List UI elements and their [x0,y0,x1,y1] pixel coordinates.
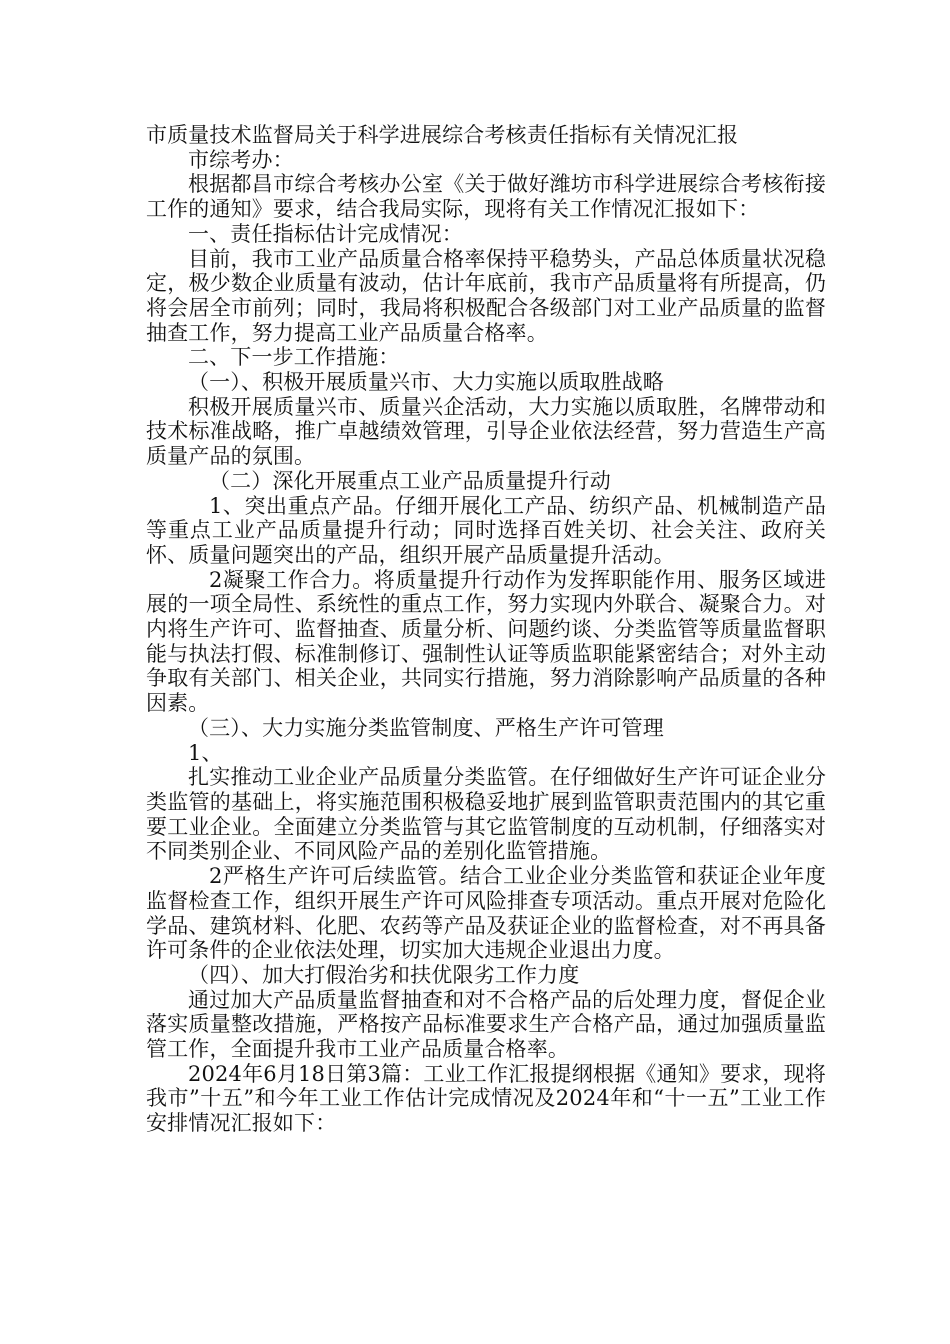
subsection-heading-3: （三）、大力实施分类监管制度、严格生产许可管理 [188,715,664,740]
paragraph-joint-effort: 2凝聚工作合力。将质量提升行动作为发挥职能作用、服务区域进展的一项全局性、系统性的重点工作，努力实现内外联合、凝聚合力。对内将生产许可、监督抽查、质量分析、问题约谈、分类监管等质量监督职能与执法打假、标准制修订、强制性认证等质监职能紧密结合；对外主动争取有关部门、相关企业，共同实行措施，努力消除影响产品质量的各种因素。 [146,567,826,716]
paragraph-license-supervision: 2严格生产许可后续监管。结合工业企业分类监管和获证企业年度监督检查工作，组织开展生产许可风险排查专项活动。重点开展对危险化学品、建筑材料、化肥、农药等产品及获证企业的监督检查，对不再具备许可条件的企业依法处理，切实加大违规企业退出力度。 [146,864,826,963]
subsection-heading-1: （一）、积极开展质量兴市、大力实施以质取胜战略 [188,370,664,395]
paragraph-quality-strategy: 积极开展质量兴市、质量兴企活动，大力实施以质取胜，名牌带动和技术标准战略，推广卓越绩效管理，引导企业依法经营，努力营造生产高质量产品的氛围。 [146,394,826,469]
document-page [146,123,826,1136]
list-number-1: 1、 [188,740,223,765]
paragraph-classified-supervision: 扎实推动工业企业产品质量分类监管。在仔细做好生产许可证企业分类监管的基础上，将实施范围积极稳妥地扩展到监管职责范围内的其它重要工业企业。全面建立分类监管与其它监管制度的互动机制，仔细落实对不同类别企业、不同风险产品的差别化监管措施。 [146,765,826,864]
section-heading-1: 一、责任指标估计完成情况： [188,221,463,246]
subsection-heading-2: （二）深化开展重点工业产品质量提升行动 [209,468,611,493]
section-heading-2: 二、下一步工作措施： [188,345,400,370]
paragraph-next-article: 2024年6月18日第3篇：工业工作汇报提纲根据《通知》要求，现将我市”十五”和今年工业工作估计完成情况及2024年和“十一五”工业工作安排情况汇报如下： [146,1061,826,1136]
document-body [146,148,826,1136]
paragraph-status: 目前，我市工业产品质量合格率保持平稳势头，产品总体质量状况稳定，极少数企业质量有波动，估计年底前，我市产品质量将有所提高，仍将会居全市前列；同时，我局将积极配合各级部门对工业产品质量的监督抽查工作，努力提高工业产品质量合格率。 [146,246,826,345]
paragraph-key-products: 1、突出重点产品。仔细开展化工产品、纺织产品、机械制造产品等重点工业产品质量提升行动；同时选择百姓关切、社会关注、政府关怀、质量问题突出的产品，组织开展产品质量提升活动。 [146,493,826,567]
document-title: 市质量技术监督局关于科学进展综合考核责任指标有关情况汇报 [146,123,739,147]
paragraph-anti-counterfeit: 通过加大产品质量监督抽查和对不合格产品的后处理力度，督促企业落实质量整改措施，严格按产品标准要求生产合格产品，通过加强质量监管工作，全面提升我市工业产品质量合格率。 [146,987,826,1062]
paragraph-intro: 根据都昌市综合考核办公室《关于做好潍坊市科学进展综合考核衔接工作的通知》要求，结合我局实际，现将有关工作情况汇报如下： [146,172,826,222]
subsection-heading-4: （四）、加大打假治劣和扶优限劣工作力度 [188,962,580,987]
paragraph-salutation: 市综考办： [188,147,294,172]
